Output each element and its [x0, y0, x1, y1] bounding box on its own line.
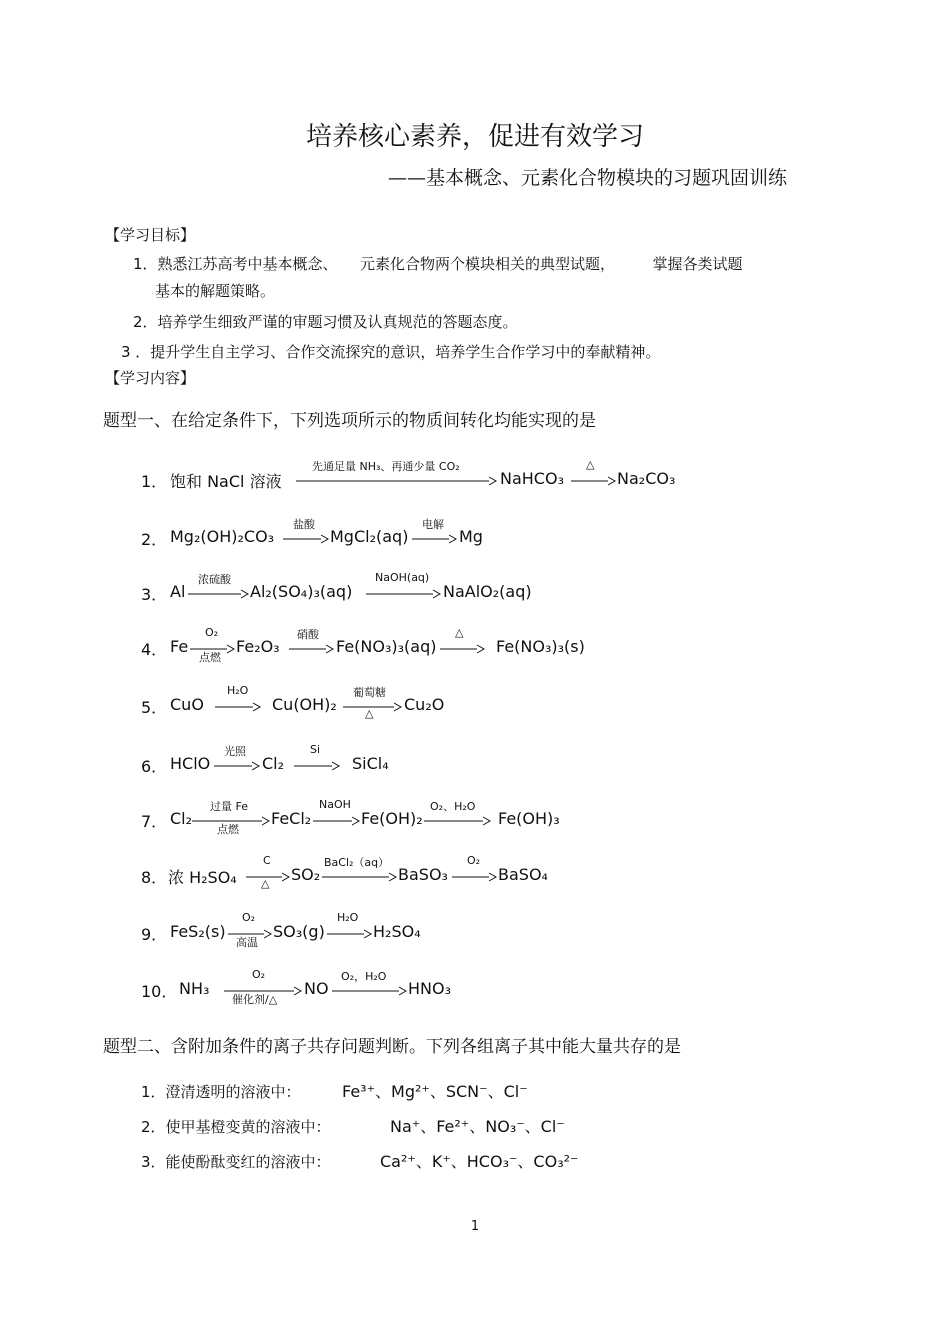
- condition-label: H₂O: [337, 911, 359, 924]
- arrow-icon: [188, 590, 248, 598]
- condition-label: 过量 Fe: [210, 800, 248, 813]
- condition-label: 先通足量 NH₃、再通少量 CO₂: [312, 460, 460, 473]
- product: NaHCO₃: [500, 469, 564, 488]
- reaction-arrow: [296, 458, 496, 494]
- reactant: 饱和 NaCl 溶液: [170, 472, 282, 491]
- condition-label-below: △: [365, 707, 374, 720]
- condition-label: 盐酸: [293, 518, 315, 531]
- reaction-1: [0, 452, 950, 492]
- condition-label: 葡萄糖: [353, 686, 386, 699]
- product: Fe₂O₃: [236, 637, 280, 656]
- reaction-7: [0, 792, 950, 836]
- condition-label: 浓硫酸: [198, 573, 231, 586]
- arrow-icon: [452, 873, 496, 881]
- reaction-arrow: [289, 626, 333, 662]
- condition-label: 光照: [224, 745, 246, 758]
- reaction-arrow: [412, 516, 456, 552]
- reaction-number: 1．: [141, 472, 168, 491]
- product: HNO₃: [408, 979, 452, 998]
- product: SO₃(g): [273, 922, 325, 941]
- reaction-arrow: [294, 743, 339, 779]
- reactant: Mg₂(OH)₂CO₃: [170, 527, 275, 546]
- reactant: HClO: [170, 754, 211, 773]
- type1-heading: 题型一、在给定条件下，下列选项所示的物质间转化均能实现的是: [103, 411, 596, 431]
- condition-label-below: △: [261, 877, 270, 890]
- ion-item-label: 2．使甲基橙变黄的溶液中：: [141, 1118, 331, 1136]
- product: Fe(NO₃)₃(s): [496, 637, 585, 656]
- intermediate: Fe(NO₃)₃(aq): [336, 637, 437, 656]
- arrow-icon: [215, 703, 260, 711]
- reaction-arrow: [343, 684, 401, 720]
- arrow-icon: [412, 535, 456, 543]
- condition-label: Si: [310, 743, 321, 756]
- condition-label: NaOH: [319, 798, 351, 811]
- intermediate: Fe(OH)₂: [361, 809, 423, 828]
- reaction-arrow: [313, 798, 359, 834]
- reaction-arrow: [224, 968, 301, 1004]
- reaction-5: [0, 678, 950, 718]
- objective-1-line1: 1．熟悉江苏高考中基本概念、 元素化合物两个模块相关的典型试题， 掌握各类试题: [133, 255, 743, 273]
- condition-label: O₂、H₂O: [430, 800, 476, 813]
- ion-list: Na⁺、Fe²⁺、NO₃⁻、Cl⁻: [390, 1117, 565, 1136]
- condition-label-below: 点燃: [199, 651, 221, 664]
- type2-heading: 题型二、含附加条件的离子共存问题判断。下列各组离子其中能大量共存的是: [103, 1037, 681, 1057]
- product: Al₂(SO₄)₃(aq): [250, 582, 353, 601]
- condition-label: BaCl₂（aq）: [324, 856, 390, 869]
- page-number: 1: [470, 1219, 480, 1234]
- product: SiCl₄: [352, 754, 389, 773]
- reactant: CuO: [170, 695, 204, 714]
- product: Cu(OH)₂: [272, 695, 337, 714]
- product: H₂SO₄: [373, 922, 421, 941]
- reaction-arrow: [424, 798, 490, 834]
- objective-3: 3 ．提升学生自主学习、合作交流探究的意识，培养学生合作学习中的奉献精神。: [121, 343, 661, 361]
- condition-label: O₂: [205, 626, 219, 639]
- ion-item-label: 1．澄清透明的溶液中：: [141, 1083, 301, 1101]
- arrow-icon: [327, 930, 371, 938]
- reaction-10: [0, 962, 950, 1006]
- reactant: Al: [170, 582, 186, 601]
- reaction-number: 6．: [141, 757, 168, 776]
- reaction-arrow: [215, 684, 260, 720]
- reaction-arrow: [452, 854, 496, 890]
- reaction-number: 7．: [141, 812, 168, 831]
- product: Cu₂O: [404, 695, 445, 714]
- content-heading: 【学习内容】: [105, 369, 196, 387]
- condition-label: O₂，H₂O: [341, 970, 387, 983]
- intermediate: BaSO₃: [398, 865, 448, 884]
- product: Fe(OH)₃: [498, 809, 560, 828]
- condition-label: △: [586, 458, 595, 471]
- reaction-arrow: [246, 854, 289, 890]
- arrow-icon: [332, 987, 406, 995]
- reaction-number: 3．: [141, 585, 168, 604]
- product: BaSO₄: [498, 865, 548, 884]
- arrow-icon: [296, 477, 496, 485]
- ion-item-label: 3．能使酚酞变红的溶液中：: [141, 1153, 331, 1171]
- reaction-number: 9．: [141, 925, 168, 944]
- arrow-icon: [322, 873, 396, 881]
- arrow-icon: [214, 762, 259, 770]
- condition-label: C: [263, 854, 271, 867]
- reactant: Cl₂: [170, 809, 193, 828]
- arrow-icon: [571, 477, 615, 485]
- product: Cl₂: [262, 754, 285, 773]
- product: MgCl₂(aq): [330, 527, 409, 546]
- condition-label-below: 高温: [236, 936, 258, 949]
- condition-label-below: 点燃: [217, 823, 239, 836]
- reactant: NH₃: [179, 979, 210, 998]
- reactant: 浓 H₂SO₄: [168, 868, 237, 887]
- condition-label: O₂: [242, 911, 256, 924]
- product: NaAlO₂(aq): [443, 582, 532, 601]
- arrow-icon: [366, 590, 440, 598]
- condition-label: △: [455, 626, 464, 639]
- condition-label: O₂: [252, 968, 266, 981]
- reaction-arrow: [188, 571, 248, 607]
- reaction-4: [0, 620, 950, 664]
- ion-list: Ca²⁺、K⁺、HCO₃⁻、CO₃²⁻: [380, 1152, 579, 1171]
- reaction-arrow: [190, 626, 234, 662]
- reaction-number: 2．: [141, 530, 168, 549]
- condition-label: 硝酸: [297, 628, 319, 641]
- reaction-arrow: [571, 458, 615, 494]
- reaction-arrow: [283, 516, 328, 552]
- page-subtitle: ——基本概念、元素化合物模块的习题巩固训练: [388, 167, 788, 189]
- arrow-icon: [289, 645, 333, 653]
- reaction-number: 8．: [141, 868, 168, 887]
- reaction-6: [0, 737, 950, 777]
- condition-label: NaOH(aq): [375, 571, 430, 584]
- product: SO₂: [291, 865, 321, 884]
- arrow-icon: [440, 645, 484, 653]
- reactant: Fe: [170, 637, 189, 656]
- objective-2: 2．培养学生细致严谨的审题习惯及认真规范的答题态度。: [133, 313, 518, 331]
- reaction-3: [0, 565, 950, 605]
- reaction-number: 4．: [141, 640, 168, 659]
- reaction-arrow: [192, 798, 269, 834]
- reaction-2: [0, 510, 950, 550]
- reaction-number: 10．: [141, 982, 178, 1001]
- reaction-8: [0, 848, 950, 888]
- arrow-icon: [283, 535, 328, 543]
- reactant: FeS₂(s): [170, 922, 226, 941]
- reaction-arrow: [366, 571, 440, 607]
- condition-label: O₂: [467, 854, 481, 867]
- product: NO: [304, 979, 329, 998]
- arrow-icon: [424, 817, 490, 825]
- reaction-9: [0, 905, 950, 949]
- page-title: 培养核心素养，促进有效学习: [305, 122, 644, 152]
- reaction-number: 5．: [141, 698, 168, 717]
- condition-label: 电解: [422, 518, 444, 531]
- ion-list: Fe³⁺、Mg²⁺、SCN⁻、Cl⁻: [342, 1082, 528, 1101]
- product: Mg: [459, 527, 483, 546]
- arrow-icon: [313, 817, 359, 825]
- arrow-icon: [294, 762, 339, 770]
- condition-label: H₂O: [227, 684, 249, 697]
- reaction-arrow: [332, 968, 406, 1004]
- product: FeCl₂: [271, 809, 312, 828]
- reaction-arrow: [214, 743, 259, 779]
- reaction-arrow: [228, 911, 271, 947]
- reaction-arrow: [327, 911, 371, 947]
- condition-label-below: 催化剂/△: [232, 993, 278, 1006]
- reaction-arrow: [440, 626, 484, 662]
- product: Na₂CO₃: [617, 469, 676, 488]
- objective-1-line2: 基本的解题策略。: [155, 282, 276, 300]
- reaction-arrow: [322, 854, 396, 890]
- objectives-heading: 【学习目标】: [105, 226, 196, 244]
